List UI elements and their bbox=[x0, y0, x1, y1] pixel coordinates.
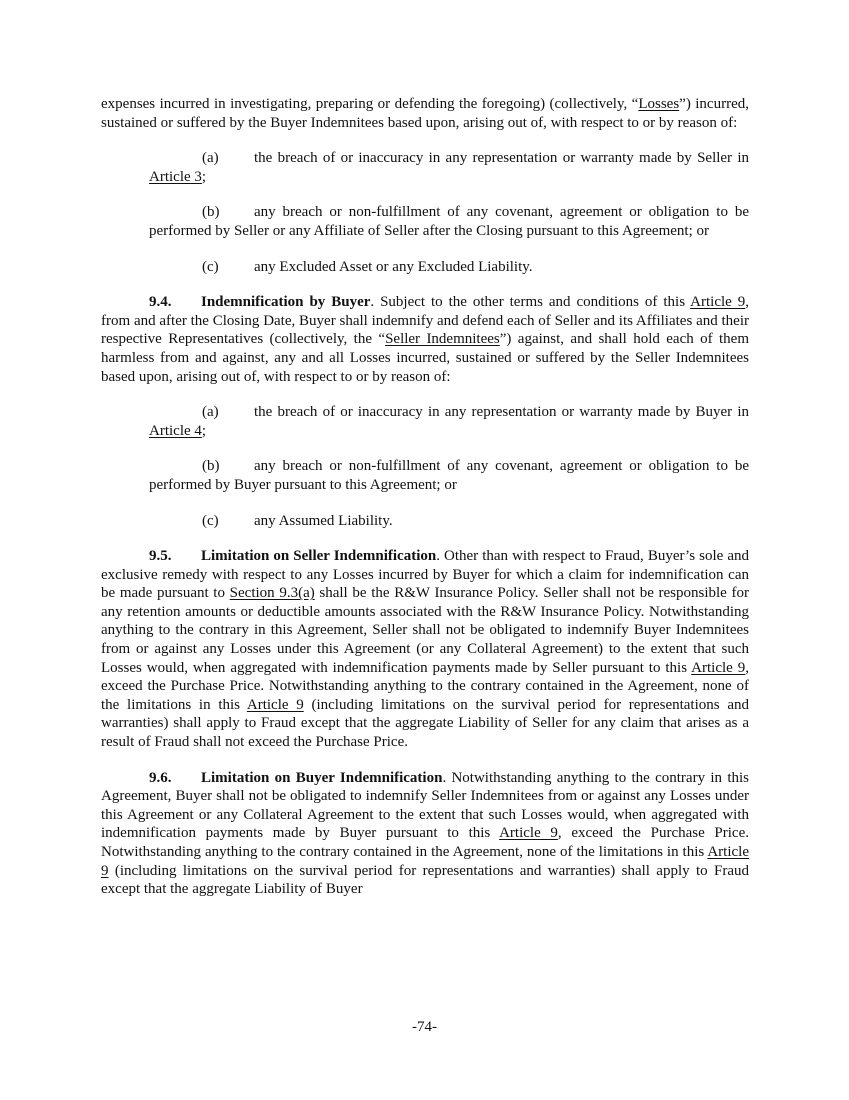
clause-text: any breach or non-fulfillment of any covenant, agreement or obligation to be performed by Seller or any Affiliate of Seller after the Closing pursuant to this Agreement; or bbox=[149, 204, 749, 239]
section-title: Limitation on Buyer Indemnification bbox=[201, 769, 443, 786]
clause-text: any breach or non-fulfillment of any covenant, agreement or obligation to be performed by Buyer pursuant to this Agreement; or bbox=[149, 458, 749, 493]
section-text: ”) against, and shall hold each of them harmless from and against, any and all Losses incurred, sustained or suffered by the Seller Indemnitees based upon, arising out of, with respect to or by reason of: bbox=[101, 331, 749, 385]
clause-label: (c) bbox=[202, 512, 219, 529]
section-text: (including limitations on the survival period for representations and warranties) shall apply to Fraud except that the aggregate Liability of Seller for any claim that arises as a result of Fraud shall not exceed the Purchase Price. bbox=[101, 696, 749, 751]
section-text: . Subject to the other terms and conditions of this bbox=[370, 294, 691, 311]
section-text: (including limitations on the survival period for representations and warranties) shall apply to Fraud except that the aggregate Liability of Buyer bbox=[101, 862, 749, 898]
section-text: . Other than with respect to Fraud, Buyer’s sole and exclusive remedy with respect to any Losses incurred by Buyer for which a claim for indemnification can be made pursuant to bbox=[101, 548, 749, 602]
clause-9-4-a bbox=[101, 403, 749, 440]
section-number: 9.4. bbox=[149, 294, 172, 311]
section-9-4 bbox=[101, 293, 749, 386]
clause-label: (a) bbox=[202, 150, 219, 167]
clause-text: any Excluded Asset or any Excluded Liability. bbox=[254, 258, 533, 275]
section-text: , exceed the Purchase Price. Notwithstanding anything to the contrary contained in the Agreement, none of the limitations in this bbox=[101, 825, 749, 860]
clause-label: (b) bbox=[202, 204, 220, 221]
intro-paragraph bbox=[101, 95, 749, 132]
section-9-5 bbox=[101, 547, 749, 752]
section-text: , from and after the Closing Date, Buyer shall indemnify and defend each of Seller and its Affiliates and their respective Representatives (collectively, the “ bbox=[101, 294, 749, 348]
clause-label: (b) bbox=[202, 458, 220, 475]
section-title: Limitation on Seller Indemnification bbox=[201, 548, 437, 565]
intro-text: expenses incurred in investigating, preparing or defending the foregoing) (collectively, “ bbox=[101, 96, 639, 112]
article-4-reference: Article 4 bbox=[149, 422, 202, 439]
article-9-reference: Article 9 bbox=[101, 844, 749, 879]
clause-9-4-b bbox=[101, 457, 749, 494]
clause-punct: ; bbox=[201, 168, 207, 185]
clause-text: the breach of or inaccuracy in any representation or warranty made by Buyer in bbox=[254, 404, 749, 421]
section-text: shall be the R&W Insurance Policy. Seller shall not be responsible for any retention amounts or deductible amounts associated with the R&W Insurance Policy. Notwithstanding anything to the contrary in this Agreement, Seller shall not be obligated to indemnify Buyer Indemnitees from or against any Losses under this Agreement (or any Collateral Agreement) to the extent that such Losses would, when aggregated with indemnification payments made by Seller pursuant to this bbox=[101, 585, 749, 676]
clause-text: the breach of or inaccuracy in any representation or warranty made by Seller in bbox=[254, 150, 749, 167]
section-9-6 bbox=[101, 769, 749, 899]
section-9-3a-reference: Section 9.3(a) bbox=[229, 585, 315, 602]
clause-text: any Assumed Liability. bbox=[254, 512, 393, 529]
section-text: . Notwithstanding anything to the contrary in this Agreement, Buyer shall not be obligated to indemnify Seller Indemnitees from or against any Losses under this Agreement or any Collateral Agreement to the extent that such Losses would, when aggregated with indemnification payments made by Buyer pursuant to this bbox=[101, 769, 749, 842]
article-9-reference: Article 9 bbox=[499, 825, 558, 842]
losses-defined-term: Losses bbox=[638, 96, 680, 112]
section-text: , exceed the Purchase Price. Notwithstanding anything to the contrary contained in the Agreement, none of the limitations in this bbox=[101, 659, 749, 713]
clause-9-3-a bbox=[101, 149, 749, 186]
clause-9-3-b bbox=[101, 203, 749, 240]
clause-9-4-c bbox=[101, 512, 749, 531]
article-3-reference: Article 3 bbox=[149, 168, 202, 185]
page-number: -74- bbox=[412, 1019, 437, 1035]
seller-indemnitees-defined-term: Seller Indemnitees bbox=[385, 331, 500, 348]
article-9-reference: Article 9 bbox=[691, 659, 746, 676]
intro-text-cont: ”) incurred, sustained or suffered by the Buyer Indemnitees based upon, arising out of, with respect to or by reason of: bbox=[101, 96, 749, 131]
clause-9-3-c bbox=[101, 258, 749, 277]
clause-label: (a) bbox=[202, 404, 219, 421]
clause-label: (c) bbox=[202, 258, 219, 275]
article-9-reference: Article 9 bbox=[690, 294, 746, 311]
section-title: Indemnification by Buyer bbox=[201, 294, 371, 311]
clause-punct: ; bbox=[201, 422, 207, 439]
section-number: 9.6. bbox=[149, 769, 172, 786]
article-9-reference: Article 9 bbox=[246, 696, 304, 713]
document-page bbox=[101, 95, 749, 899]
section-number: 9.5. bbox=[149, 548, 172, 565]
